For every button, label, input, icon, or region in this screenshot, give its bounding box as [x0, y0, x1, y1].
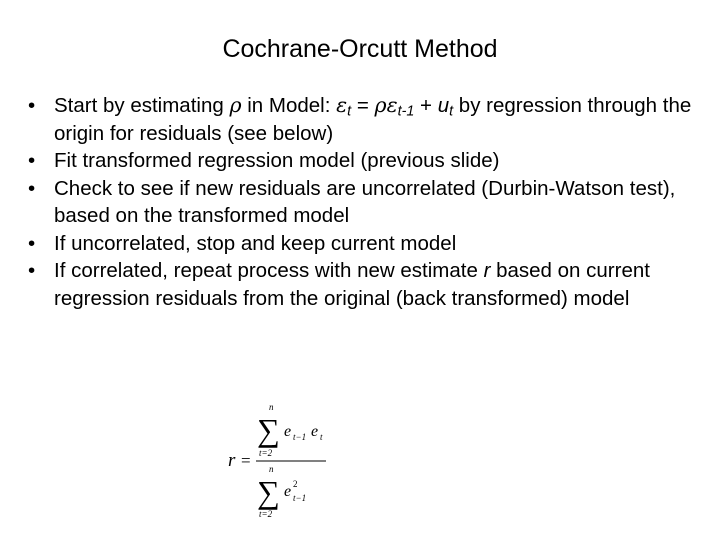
subscript-t: t — [347, 103, 352, 120]
subscript-t-minus-1: t-1 — [397, 103, 415, 120]
numerator-e2-subscript: t — [320, 432, 323, 442]
numerator-sigma: ∑ — [257, 412, 280, 448]
bullet-text: by regression through the origin for residuals (see below) — [54, 94, 692, 145]
numerator-upper-limit: n — [269, 402, 274, 412]
rho-symbol: ρ — [229, 93, 242, 117]
denominator-sigma: ∑ — [257, 474, 280, 510]
formula-graphic — [226, 398, 346, 518]
bullet-marker: • — [28, 149, 36, 172]
bullet-text: in Model: — [241, 94, 337, 117]
denominator-lower-limit: t=2 — [259, 509, 273, 518]
bullet-marker: • — [28, 231, 36, 255]
bullet-if-uncorrelated — [28, 230, 700, 258]
bullet-marker: • — [28, 94, 36, 117]
formula-equals: = — [241, 451, 251, 470]
slide-title: Cochrane-Orcutt Method — [222, 35, 498, 63]
denominator-superscript: 2 — [293, 479, 298, 489]
bullet-estimate-rho — [28, 92, 700, 147]
bullet-text: Check to see if new residuals are uncorrelated (Durbin-Watson test), based on the transformed model — [54, 176, 676, 227]
autocorrelation-formula — [226, 398, 346, 518]
r-symbol: r — [483, 259, 491, 282]
bullet-fit-model — [28, 147, 700, 175]
subscript-t: t — [449, 103, 454, 120]
plus-sign: + — [414, 94, 438, 117]
numerator-lower-limit: t=2 — [259, 448, 273, 458]
numerator-e1: e — [284, 423, 292, 440]
bullet-check-residuals — [28, 175, 700, 230]
formula-r: r — [228, 450, 236, 471]
bullet-if-correlated — [28, 257, 700, 312]
epsilon-symbol: ε — [336, 93, 348, 117]
epsilon-symbol: ε — [386, 93, 398, 117]
numerator-e2: e — [311, 423, 319, 440]
bullet-text: based on current regression residuals from the original (back transformed) model — [54, 259, 650, 310]
denominator-upper-limit: n — [269, 464, 274, 474]
denominator-subscript: t−1 — [293, 493, 307, 503]
rho-symbol: ρ — [374, 93, 387, 117]
numerator-e1-subscript: t−1 — [293, 432, 307, 442]
bullet-marker: • — [28, 259, 36, 282]
bullet-marker: • — [28, 176, 36, 200]
denominator-e: e — [284, 483, 292, 500]
bullet-text: Fit transformed regression model (previous slide) — [54, 149, 500, 172]
bullet-list — [28, 92, 700, 312]
u-symbol: u — [437, 94, 450, 117]
bullet-text: If correlated, repeat process with new estimate — [54, 259, 484, 282]
bullet-text: If uncorrelated, stop and keep current model — [54, 231, 457, 255]
equals-sign: = — [351, 94, 375, 117]
bullet-text: Start by estimating — [54, 94, 230, 117]
